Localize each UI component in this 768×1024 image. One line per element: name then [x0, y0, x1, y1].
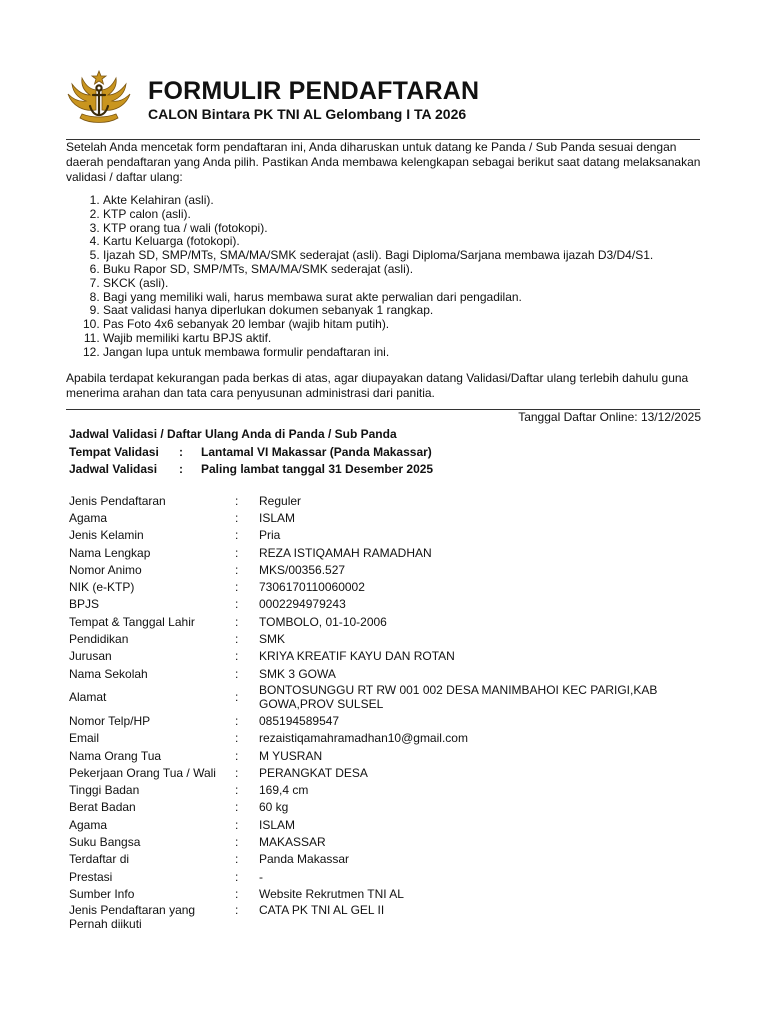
- field-separator: :: [235, 510, 239, 525]
- field-row: [69, 648, 709, 665]
- field-label: Sumber Info: [69, 886, 135, 901]
- field-value: MKS/00356.527: [259, 562, 346, 577]
- intro-paragraph: Setelah Anda mencetak form pendaftaran ini, Anda diharuskan untuk datang ke Panda / Sub Panda sesuai dengan daerah pendaftaran yang Anda pilih. Pastikan Anda membawa kelengkapan sebagai berikut saat datang melaksanakan validasi / daftar ulang:: [66, 140, 701, 184]
- closing-paragraph: Apabila terdapat kekurangan pada berkas di atas, agar diupayakan datang Validasi/Daftar ulang terlebih dahulu guna menerima arahan dan tata cara penyusunan administrasi dari panitia.: [66, 371, 689, 400]
- field-label: Nama Orang Tua: [69, 748, 162, 763]
- field-row: [69, 712, 709, 729]
- field-value: REZA ISTIQAMAH RAMADHAN: [259, 545, 432, 560]
- field-value: TOMBOLO, 01-10-2006: [259, 614, 387, 629]
- field-separator: :: [235, 614, 239, 629]
- schedule-deadline-label: Jadwal Validasi: [69, 462, 158, 476]
- field-value: -: [259, 869, 263, 884]
- field-label: Alamat: [69, 690, 107, 705]
- schedule-location-label: Tempat Validasi: [69, 444, 159, 459]
- field-separator: :: [235, 713, 239, 728]
- field-row: [69, 764, 709, 781]
- requirements-list: [66, 194, 703, 360]
- schedule-deadline-row: [69, 461, 433, 479]
- field-separator: :: [235, 493, 239, 508]
- form-title: FORMULIR PENDAFTARAN: [148, 77, 480, 105]
- field-value: SMK: [259, 632, 286, 647]
- field-value: KRIYA KREATIF KAYU DAN ROTAN: [259, 649, 455, 664]
- field-label: Pendidikan: [69, 632, 129, 647]
- field-value: Panda Makassar: [259, 852, 350, 867]
- field-row: [69, 561, 709, 578]
- field-value: Website Rekrutmen TNI AL: [259, 886, 404, 901]
- field-row: [69, 613, 709, 630]
- field-row: [69, 682, 709, 712]
- field-label: BPJS: [69, 597, 100, 612]
- field-value: ISLAM: [259, 817, 296, 832]
- field-label: Jenis Pendaftaran: [69, 493, 166, 508]
- field-separator: :: [235, 834, 239, 849]
- field-label: Nomor Animo: [69, 562, 142, 577]
- field-value: MAKASSAR: [259, 834, 326, 849]
- field-label: Nama Sekolah: [69, 666, 148, 681]
- navy-emblem-icon: [66, 70, 132, 128]
- field-label: Suku Bangsa: [69, 834, 141, 849]
- field-label: Terdaftar di: [69, 852, 130, 867]
- field-value: 60 kg: [259, 800, 289, 815]
- field-label: Nama Lengkap: [69, 545, 151, 560]
- field-label: Jurusan: [69, 649, 112, 664]
- field-row: [69, 492, 709, 509]
- schedule-separator: :: [179, 462, 183, 476]
- field-separator: :: [235, 597, 239, 612]
- field-separator: :: [235, 869, 239, 884]
- list-item: 3. KTP orang tua / wali (fotokopi).: [103, 222, 703, 236]
- field-value: 0002294979243: [259, 597, 346, 612]
- field-row: [69, 868, 709, 885]
- list-item: 9. Saat validasi hanya diperlukan dokumen sebanyak 1 rangkap.: [103, 304, 703, 318]
- registration-date: Tanggal Daftar Online: 13/12/2025: [518, 410, 701, 424]
- field-value: Reguler: [259, 493, 302, 508]
- field-separator: :: [235, 783, 239, 798]
- field-label: NIK (e-KTP): [69, 580, 135, 595]
- field-value: BONTOSUNGGU RT RW 001 002 DESA MANIMBAHOI KEC PARIGI,KAB GOWA,PROV SULSEL: [259, 683, 658, 712]
- field-label: Nomor Telp/HP: [69, 713, 151, 728]
- field-label: Tinggi Badan: [69, 783, 140, 798]
- field-row: [69, 596, 709, 613]
- list-item: 5. Ijazah SD, SMP/MTs, SMA/MA/SMK sederajat (asli). Bagi Diploma/Sarjana membawa ijazah D3/D4/S1.: [103, 249, 703, 263]
- field-row: [69, 799, 709, 816]
- list-item: 4. Kartu Keluarga (fotokopi).: [103, 235, 703, 249]
- field-separator: :: [235, 852, 239, 867]
- field-row: [69, 833, 709, 850]
- field-label: Agama: [69, 817, 108, 832]
- list-item: 8. Bagi yang memiliki wali, harus membawa surat akte perwalian dari pengadilan.: [103, 291, 703, 305]
- field-row: [69, 781, 709, 798]
- list-item: 7. SKCK (asli).: [103, 277, 703, 291]
- field-separator: :: [235, 748, 239, 763]
- field-value: PERANGKAT DESA: [259, 765, 368, 780]
- field-value: ISLAM: [259, 510, 296, 525]
- field-label: Berat Badan: [69, 800, 136, 815]
- field-value: Pria: [259, 528, 281, 543]
- field-label: Email: [69, 731, 100, 746]
- field-separator: :: [235, 632, 239, 647]
- field-row: [69, 630, 709, 647]
- field-row: [69, 665, 709, 682]
- schedule-separator: :: [179, 444, 183, 459]
- field-separator: :: [235, 902, 239, 917]
- field-row: [69, 578, 709, 595]
- field-separator: :: [235, 649, 239, 664]
- field-value: 7306170110060002: [259, 580, 365, 595]
- field-label: Jenis Kelamin: [69, 528, 144, 543]
- field-label: Agama: [69, 510, 108, 525]
- field-row: [69, 544, 709, 561]
- field-separator: :: [235, 545, 239, 560]
- list-item: 11. Wajib memiliki kartu BPJS aktif.: [103, 332, 703, 346]
- field-value: M YUSRAN: [259, 748, 323, 763]
- list-item: 12. Jangan lupa untuk membawa formulir pendaftaran ini.: [103, 346, 703, 360]
- field-value: CATA PK TNI AL GEL II: [259, 902, 385, 917]
- field-separator: :: [235, 666, 239, 681]
- field-value: 085194589547: [259, 713, 340, 728]
- field-separator: :: [235, 528, 239, 543]
- list-item: 10. Pas Foto 4x6 sebanyak 20 lembar (wajib hitam putih).: [103, 318, 703, 332]
- field-row: [69, 816, 709, 833]
- validation-schedule: [69, 426, 433, 479]
- field-row: [69, 903, 709, 931]
- list-item: 2. KTP calon (asli).: [103, 208, 703, 222]
- field-row: [69, 747, 709, 764]
- field-label: Jenis Pendaftaran yang Pernah diikuti: [69, 902, 196, 931]
- list-item: 1. Akte Kelahiran (asli).: [103, 194, 703, 208]
- field-separator: :: [235, 765, 239, 780]
- field-label: Pekerjaan Orang Tua / Wali: [69, 765, 216, 780]
- schedule-heading: Jadwal Validasi / Daftar Ulang Anda di Panda / Sub Panda: [69, 427, 397, 441]
- field-row: [69, 730, 709, 747]
- schedule-location-row: [69, 444, 433, 462]
- applicant-details: [69, 492, 709, 931]
- form-subtitle: CALON Bintara PK TNI AL Gelombang I TA 2026: [148, 106, 467, 122]
- field-separator: :: [235, 690, 239, 705]
- field-row: [69, 885, 709, 902]
- field-value: rezaistiqamahramadhan10@gmail.com: [259, 731, 468, 746]
- field-value: 169,4 cm: [259, 783, 309, 798]
- field-label: Tempat & Tanggal Lahir: [69, 614, 195, 629]
- field-label: Prestasi: [69, 869, 113, 884]
- list-item: 6. Buku Rapor SD, SMP/MTs, SMA/MA/SMK sederajat (asli).: [103, 263, 703, 277]
- field-separator: :: [235, 800, 239, 815]
- field-separator: :: [235, 731, 239, 746]
- field-row: [69, 851, 709, 868]
- field-separator: :: [235, 817, 239, 832]
- field-row: [69, 509, 709, 526]
- field-separator: :: [235, 580, 239, 595]
- field-separator: :: [235, 562, 239, 577]
- field-value: SMK 3 GOWA: [259, 666, 336, 681]
- field-separator: :: [235, 886, 239, 901]
- field-row: [69, 527, 709, 544]
- schedule-deadline-value: Paling lambat tanggal 31 Desember 2025: [201, 462, 434, 476]
- schedule-location-value: Lantamal VI Makassar (Panda Makassar): [201, 444, 432, 459]
